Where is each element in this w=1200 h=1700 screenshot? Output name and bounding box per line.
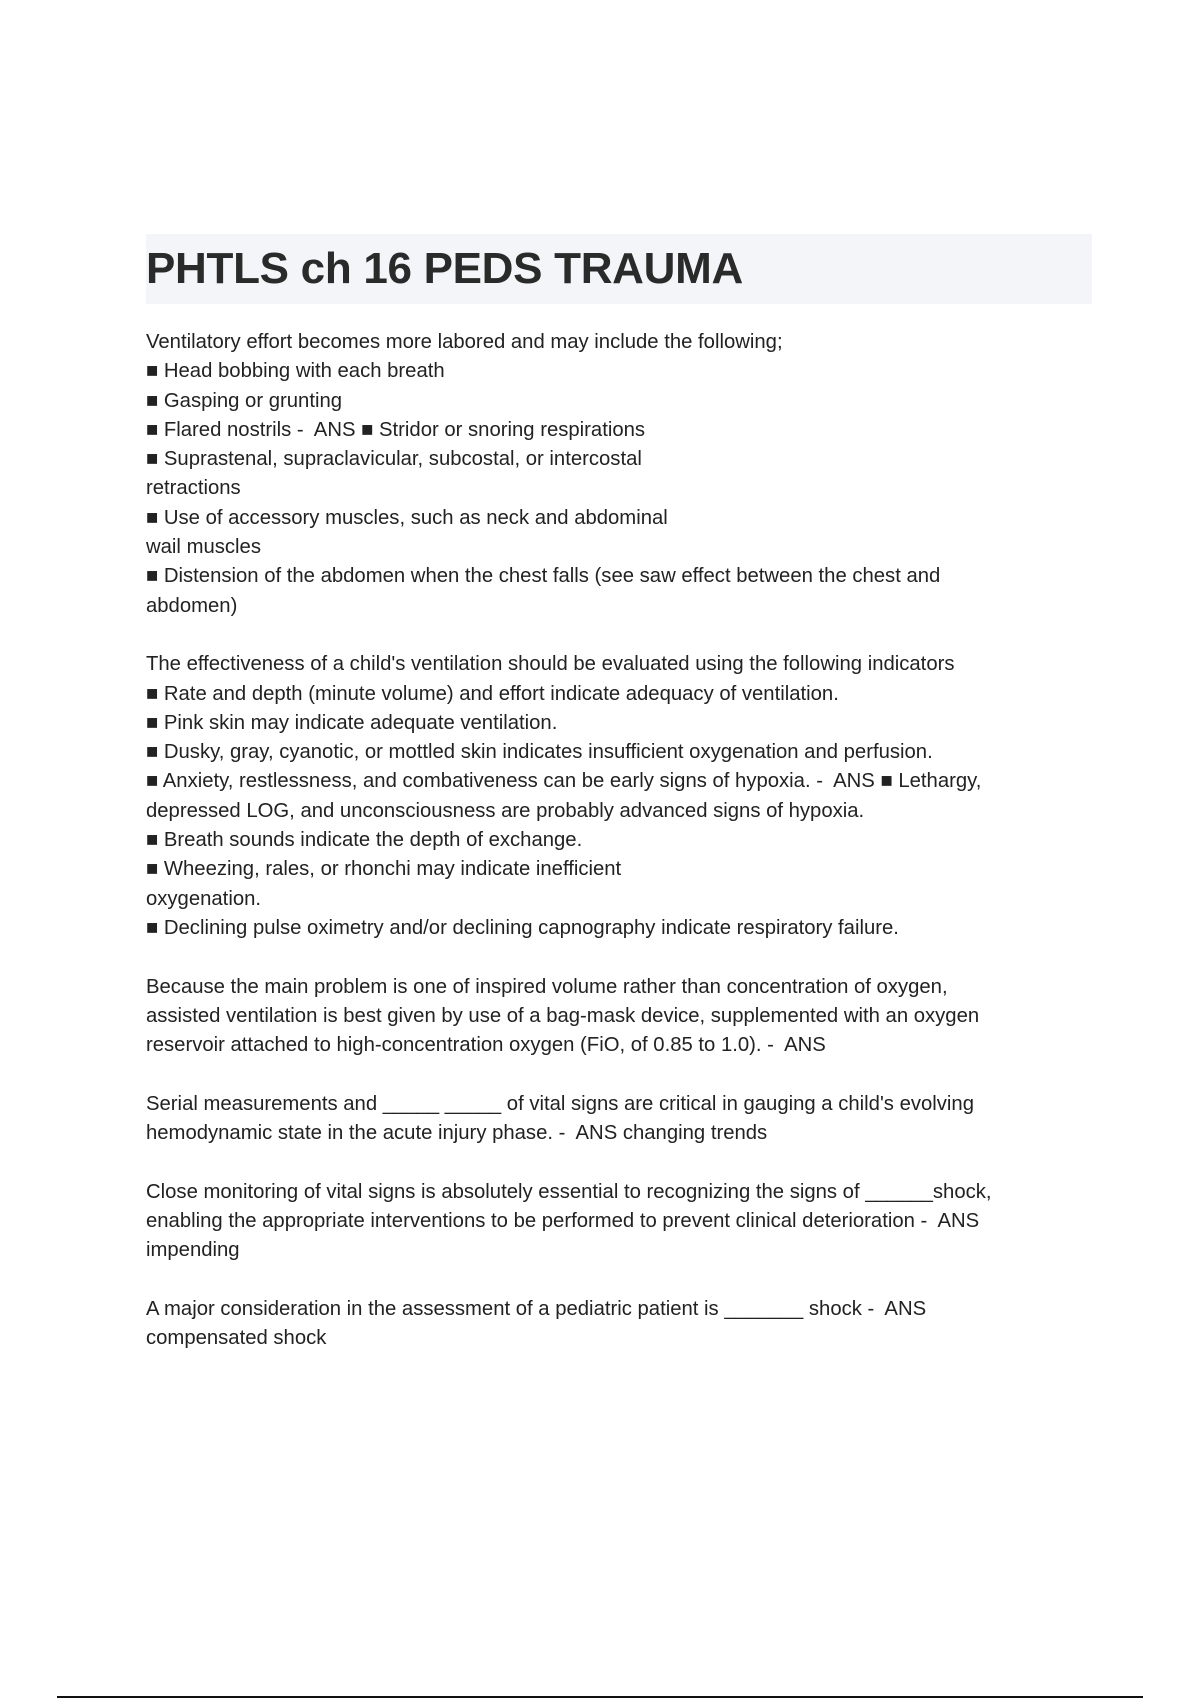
text-line: ■ Pink skin may indicate adequate ventilation. [146, 711, 558, 734]
text-line: Close monitoring of vital signs is absolutely essential to recognizing the signs of ______shock, [146, 1180, 992, 1203]
text-line: ■ Distension of the abdomen when the chest falls (see saw effect between the chest and [146, 565, 941, 588]
text-line: A major consideration in the assessment of a pediatric patient is _______ shock - ANS [146, 1297, 927, 1320]
flashcard-paragraph [146, 328, 1106, 621]
text-line: wail muscles [146, 536, 261, 559]
text-line: ■ Wheezing, rales, or rhonchi may indicate inefficient [146, 858, 622, 881]
text-line: ■ Rate and depth (minute volume) and effort indicate adequacy of ventilation. [146, 682, 839, 705]
text-line: ■ Flared nostrils - ANS ■ Stridor or snoring respirations [146, 418, 646, 441]
text-line: ■ Suprastenal, supraclavicular, subcostal, or intercostal [146, 448, 642, 471]
text-line: impending [146, 1239, 240, 1262]
text-line: ■ Dusky, gray, cyanotic, or mottled skin indicates insufficient oxygenation and perfusion. [146, 741, 933, 764]
text-line: Ventilatory effort becomes more labored and may include the following; [146, 331, 783, 353]
text-line: ■ Anxiety, restlessness, and combativeness can be early signs of hypoxia. - ANS ■ Lethargy, [146, 770, 982, 793]
text-line: enabling the appropriate interventions to be performed to prevent clinical deterioration - ANS [146, 1209, 980, 1232]
text-line: ■ Gasping or grunting [146, 389, 343, 412]
text-line: ■ Head bobbing with each breath [146, 360, 445, 383]
flashcard-paragraph [146, 1178, 1106, 1266]
text-line: depressed LOG, and unconsciousness are probably advanced signs of hypoxia. [146, 799, 865, 822]
document-body [146, 328, 1106, 1383]
text-line: compensated shock [146, 1327, 327, 1350]
text-line: Because the main problem is one of inspired volume rather than concentration of oxygen, [146, 975, 948, 998]
text-line: oxygenation. [146, 887, 262, 910]
text-line: ■ Declining pulse oximetry and/or declining capnography indicate respiratory failure. [146, 916, 899, 939]
text-line: retractions [146, 477, 241, 500]
text-line: abdomen) [146, 594, 238, 617]
title-banner [146, 234, 1092, 304]
flashcard-paragraph [146, 1295, 1106, 1354]
document-title: PHTLS ch 16 PEDS TRAUMA [146, 244, 743, 293]
text-line: reservoir attached to high-concentration oxygen (FiO, of 0.85 to 1.0). - ANS [146, 1034, 826, 1057]
flashcard-paragraph [146, 973, 1106, 1061]
text-line: The effectiveness of a child's ventilation should be evaluated using the following indicators [146, 653, 955, 676]
text-line: assisted ventilation is best given by use of a bag-mask device, supplemented with an oxygen [146, 1004, 980, 1027]
page-footer-rule [57, 1696, 1143, 1698]
text-line: Serial measurements and _____ _____ of vital signs are critical in gauging a child's evolving [146, 1092, 974, 1115]
flashcard-paragraph [146, 650, 1106, 943]
flashcard-paragraph [146, 1090, 1106, 1149]
text-line: ■ Breath sounds indicate the depth of exchange. [146, 829, 583, 852]
text-line: ■ Use of accessory muscles, such as neck and abdominal [146, 506, 668, 529]
text-line: hemodynamic state in the acute injury phase. - ANS changing trends [146, 1122, 768, 1145]
